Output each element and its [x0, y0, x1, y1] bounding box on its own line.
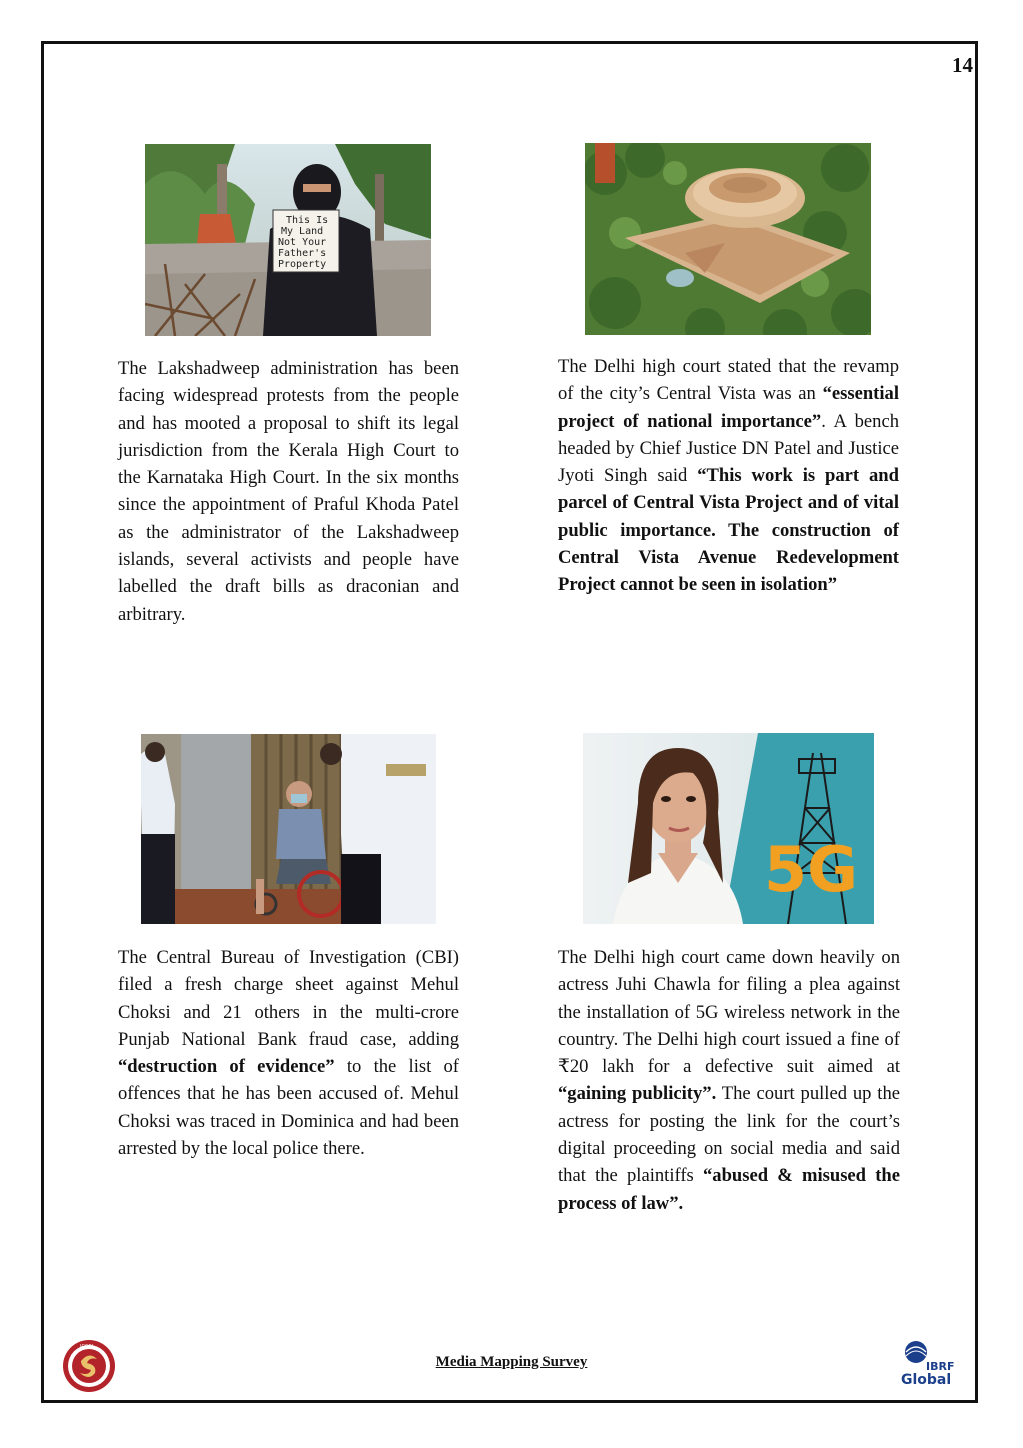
iccpl-logo-text: ICCPL: [80, 1344, 95, 1350]
central-vista-parliament-rendering: [585, 143, 871, 335]
protester-holding-sign-photo: [145, 144, 431, 336]
ibrf-global-logo: [898, 1338, 956, 1390]
quote-abused-process: “abused & misused the process of law”.: [558, 1165, 901, 1214]
quote-bench-statement: “This work is part and parcel of Central Vista Project and of vital public importance. The construction of Central Vista Avenue Redevelopment Project cannot be seen in isolation”: [558, 465, 899, 596]
quote-gaining-publicity: “gaining publicity”.: [558, 1083, 717, 1105]
footer-title: Media Mapping Survey: [435, 1354, 588, 1370]
sign-line-2: My Land: [281, 226, 324, 237]
quote-destruction-of-evidence: “destruction of evidence”: [118, 1056, 335, 1078]
article-lakshadweep-text: The Lakshadweep administration has been facing widespread protests from the people and has mooted a proposal to shift its legal jurisdiction from the Kerala High Court to the Karnataka High Court. In the six months since the appointment of Praful Khoda Patel as the administrator of the Lakshadweep islands, several activists and people have labelled the draft bills as draconian and arbitrary.: [118, 358, 459, 625]
juhi-chawla-5g-tower-photo: [583, 733, 874, 924]
text-run: to the list of offences that he has been accused of. Mehul Choksi was traced in Dominica and had been arrested by the local police there.: [118, 1056, 459, 1160]
page-number: 14: [952, 53, 973, 77]
mehul-choksi-wheelchair-photo: [141, 734, 436, 924]
5g-label: 5G: [764, 833, 859, 906]
sign-line-3: Not Your: [278, 237, 327, 248]
text-run: The Delhi high court came down heavily on actress Juhi Chawla for filing a plea against the installation of 5G wireless network in the country. The Delhi high court issued a fine of ₹20 lakh for a defective suit aimed at: [558, 947, 900, 1078]
article-cbi-charge-sheet-text: [118, 944, 459, 1162]
ibrf-logo-text: IBRF: [926, 1360, 955, 1373]
quote-essential-project: “essential project of national importance”: [558, 383, 899, 432]
sign-line-5: Property: [278, 259, 327, 270]
text-run: . A bench headed by Chief Justice DN Patel and Justice Jyoti Singh said: [558, 410, 900, 487]
article-5g-plea-text: [558, 944, 900, 1217]
global-logo-text: Global: [901, 1372, 952, 1388]
text-run: The Delhi high court stated that the revamp of the city’s Central Vista was an: [558, 356, 899, 405]
article-central-vista-text: [558, 353, 899, 599]
sign-line-4: Father's: [278, 248, 327, 259]
text-run: The Central Bureau of Investigation (CBI) filed a fresh charge sheet against Mehul Choksi and 21 others in the multi-crore Punjab National Bank fraud case, adding: [118, 947, 459, 1050]
sign-line-1: This Is: [286, 215, 329, 226]
text-run: The court pulled up the actress for posting the link for the court’s digital proceeding on social media and said that the plaintiffs: [558, 1083, 900, 1187]
